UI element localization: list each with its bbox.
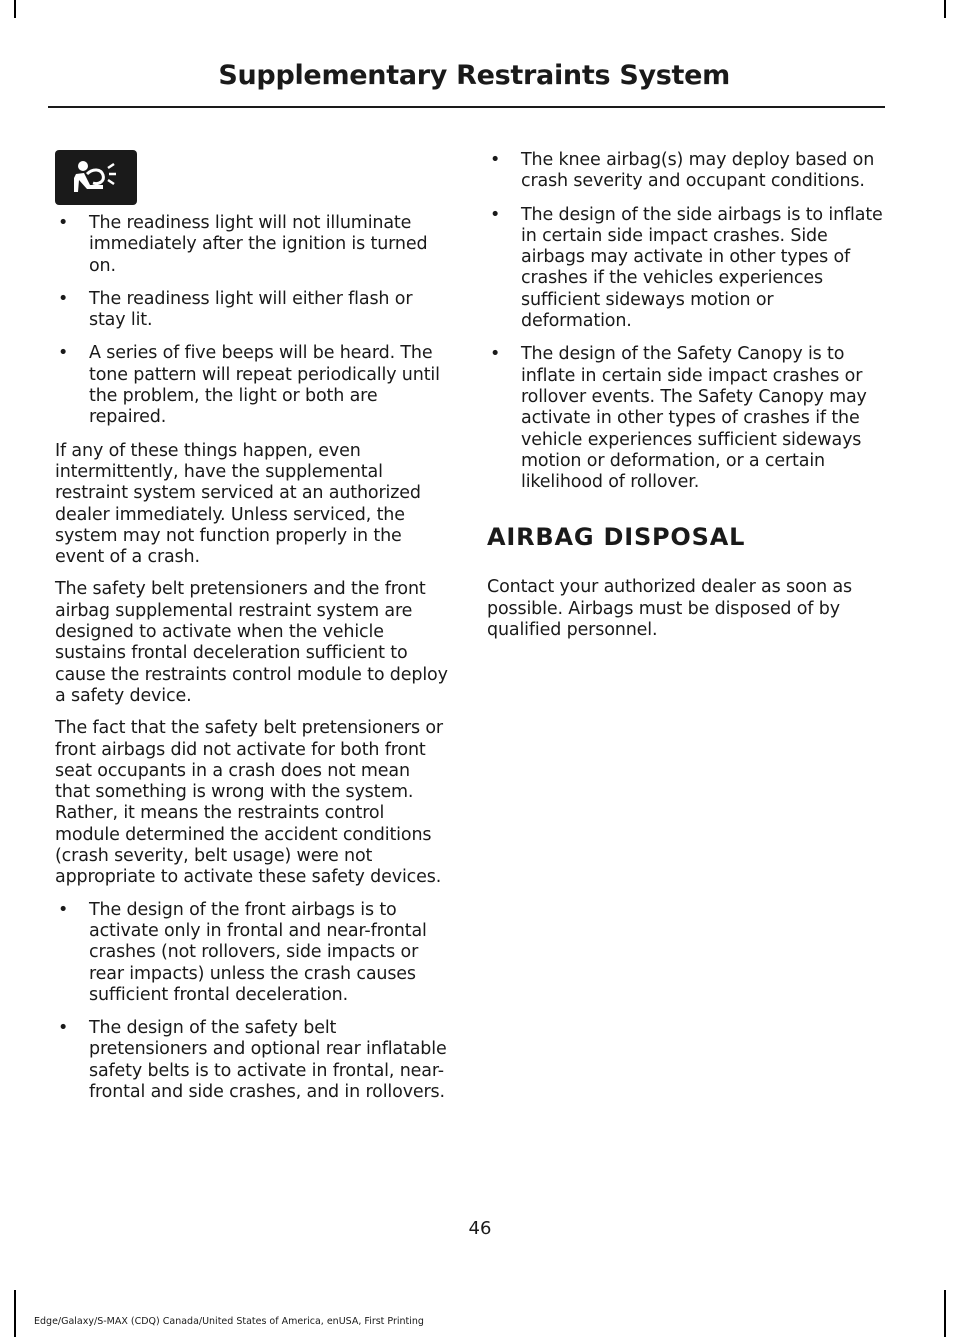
section-heading: AIRBAG DISPOSAL: [487, 523, 746, 552]
crop-mark: [14, 1290, 16, 1337]
list-item: • The knee airbag(s) may deploy based on crash severity and occupant conditions.: [490, 150, 875, 192]
list-item: • The readiness light will not illuminate immediately after the ignition is turned on.: [58, 213, 428, 276]
page-number: 46: [468, 1218, 492, 1239]
crop-mark: [944, 0, 946, 18]
deployment-bullets: [487, 150, 887, 493]
right-column: [487, 150, 887, 652]
page-title: Supplementary Restraints System: [218, 60, 730, 91]
footer-text: Edge/Galaxy/S-MAX (CDQ) Canada/United States of America, enUSA, First Printing: [34, 1316, 424, 1327]
left-column: [55, 150, 450, 1115]
airbag-design-bullets: [55, 900, 450, 1104]
list-item: • A series of five beeps will be heard. The tone pattern will repeat periodically until the problem, the light or both are repaired.: [58, 343, 440, 428]
list-item: • The design of the Safety Canopy is to inflate in certain side impact crashes or rollover events. The Safety Canopy may activate in other types of crashes if the vehicle experiences sufficient sideways motion or deformation, or a certain likelihood of rollover.: [490, 344, 867, 493]
list-item: • The readiness light will either flash or stay lit.: [58, 288, 413, 331]
paragraph: If any of these things happen, even intermittently, have the supplemental restraint system serviced at an authorized dealer immediately. Unless serviced, the system may not function properly in the event of a crash.: [55, 440, 421, 568]
readiness-bullets: [55, 213, 450, 429]
crop-mark: [944, 1290, 946, 1337]
paragraph: The fact that the safety belt pretensioners or front airbags did not activate for both front seat occupants in a crash does not mean that something is wrong with the system. Rather, it means the restraints control module determined the accident conditions (crash severity, belt usage) were not appropriate to activate these safety devices.: [55, 718, 443, 888]
airbag-warning-icon: [55, 150, 137, 205]
list-item: • The design of the side airbags is to inflate in certain side impact crashes. Side airbags may activate in other types of crashes if the vehicles experiences sufficient sideways motion or deformation.: [490, 204, 883, 332]
list-item: • The design of the front airbags is to activate only in frontal and near-frontal crashes (not rollovers, side impacts or rear impacts) unless the crash causes sufficient frontal deceleration.: [58, 899, 427, 1005]
crop-mark: [14, 0, 16, 18]
list-item: • The design of the safety belt pretensioners and optional rear inflatable safety belts is to activate in frontal, near-frontal and side crashes, and in rollovers.: [58, 1018, 447, 1102]
paragraph: Contact your authorized dealer as soon as possible. Airbags must be disposed of by qualified personnel.: [487, 577, 852, 641]
paragraph: The safety belt pretensioners and the front airbag supplemental restraint system are designed to activate when the vehicle sustains frontal deceleration sufficient to cause the restraints control module to deploy a safety device.: [55, 579, 448, 706]
page-header: [48, 58, 885, 108]
